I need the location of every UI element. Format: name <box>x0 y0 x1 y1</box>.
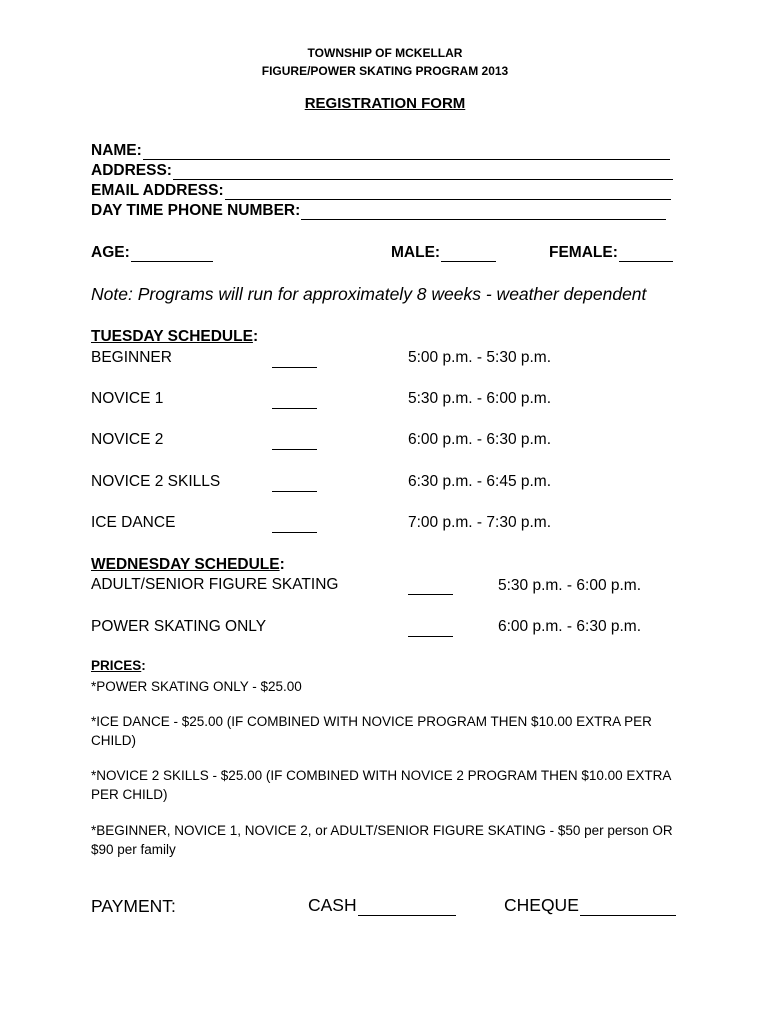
header-township: TOWNSHIP OF MCKELLAR <box>307 46 463 60</box>
cheque-field-row <box>504 894 676 916</box>
age-field-row <box>91 242 213 262</box>
phone-label: DAY TIME PHONE NUMBER: <box>91 202 301 219</box>
cash-field-row <box>308 894 456 916</box>
address-field-row <box>91 160 673 180</box>
payment-label: PAYMENT: <box>91 896 176 916</box>
male-field-row <box>391 242 496 262</box>
email-field[interactable] <box>225 183 671 200</box>
program-name: NOVICE 2 SKILLS <box>91 473 221 490</box>
price-item: *NOVICE 2 SKILLS - $25.00 (IF COMBINED WITH NOVICE 2 PROGRAM THEN $10.00 EXTRA PER CHILD) <box>91 768 671 802</box>
cheque-field[interactable] <box>580 897 676 916</box>
program-checkbox-line[interactable] <box>272 366 317 368</box>
program-time: 6:00 p.m. - 6:30 p.m. <box>408 431 552 448</box>
price-item: *ICE DANCE - $25.00 (IF COMBINED WITH NOVICE PROGRAM THEN $10.00 EXTRA PER CHILD) <box>91 714 652 748</box>
price-item: *BEGINNER, NOVICE 1, NOVICE 2, or ADULT/SENIOR FIGURE SKATING - $50 per person OR $90 per family <box>91 823 673 857</box>
program-name: POWER SKATING ONLY <box>91 618 267 635</box>
program-name: ICE DANCE <box>91 514 176 531</box>
program-name: BEGINNER <box>91 349 172 366</box>
tuesday-heading <box>91 328 258 346</box>
age-field[interactable] <box>131 245 213 262</box>
prices-heading-text: PRICES <box>91 658 142 673</box>
wednesday-heading-text: WEDNESDAY SCHEDULE <box>91 556 280 573</box>
cash-label: CASH <box>308 895 357 915</box>
address-label: ADDRESS: <box>91 162 172 179</box>
phone-field-row <box>91 200 666 220</box>
male-field[interactable] <box>441 245 496 262</box>
program-checkbox-line[interactable] <box>272 407 317 409</box>
male-label: MALE: <box>391 244 441 261</box>
header-program: FIGURE/POWER SKATING PROGRAM 2013 <box>261 64 509 78</box>
phone-field[interactable] <box>301 203 666 220</box>
prices-heading <box>91 658 146 673</box>
address-field[interactable] <box>173 163 673 180</box>
program-time: 7:00 p.m. - 7:30 p.m. <box>408 514 552 531</box>
female-field-row <box>549 242 673 262</box>
program-checkbox-line[interactable] <box>408 593 453 595</box>
program-time: 6:00 p.m. - 6:30 p.m. <box>498 618 642 635</box>
name-field-row <box>91 140 670 160</box>
program-name: NOVICE 1 <box>91 390 164 407</box>
price-item: *POWER SKATING ONLY - $25.00 <box>91 679 302 694</box>
program-time: 5:00 p.m. - 5:30 p.m. <box>408 349 552 366</box>
name-label: NAME: <box>91 142 142 159</box>
program-checkbox-line[interactable] <box>408 635 453 637</box>
prices-heading-colon: : <box>141 658 146 673</box>
program-checkbox-line[interactable] <box>272 531 317 533</box>
program-time: 6:30 p.m. - 6:45 p.m. <box>408 473 552 490</box>
age-label: AGE: <box>91 244 130 261</box>
program-name: ADULT/SENIOR FIGURE SKATING <box>91 576 339 593</box>
female-field[interactable] <box>619 245 673 262</box>
email-field-row <box>91 180 671 200</box>
wednesday-heading <box>91 556 285 574</box>
program-checkbox-line[interactable] <box>272 490 317 492</box>
tuesday-heading-text: TUESDAY SCHEDULE <box>91 328 253 345</box>
cash-field[interactable] <box>358 897 456 916</box>
program-name: NOVICE 2 <box>91 431 164 448</box>
program-time: 5:30 p.m. - 6:00 p.m. <box>498 577 642 594</box>
program-note: Note: Programs will run for approximately 8 weeks - weather dependent <box>91 284 647 304</box>
program-checkbox-line[interactable] <box>272 448 317 450</box>
name-field[interactable] <box>143 143 670 160</box>
program-time: 5:30 p.m. - 6:00 p.m. <box>408 390 552 407</box>
tuesday-heading-colon: : <box>252 328 259 345</box>
female-label: FEMALE: <box>549 244 618 261</box>
form-title: REGISTRATION FORM <box>304 95 466 112</box>
email-label: EMAIL ADDRESS: <box>91 182 224 199</box>
cheque-label: CHEQUE <box>504 895 579 915</box>
wednesday-heading-colon: : <box>279 556 285 573</box>
